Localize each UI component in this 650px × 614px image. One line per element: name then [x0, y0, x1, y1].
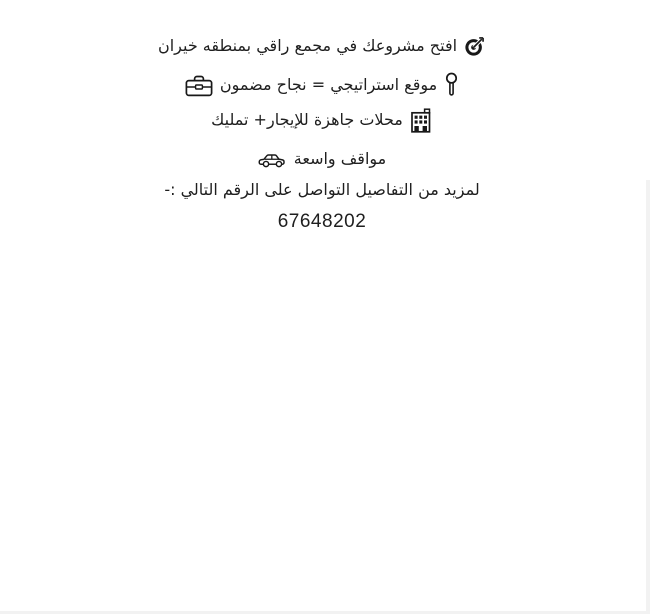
- car-icon: [258, 150, 287, 168]
- ad-line-shops: [0, 108, 644, 132]
- headline-text: افتح مشروعك في مجمع راقي بمنطقه خيران: [157, 36, 458, 55]
- briefcase-icon: [185, 74, 213, 97]
- page-edge-right: [646, 180, 650, 614]
- office-building-icon: [410, 108, 433, 133]
- dartboard-target-icon: [464, 35, 486, 57]
- ad-line-location: [0, 73, 644, 97]
- ad-line-contact: [0, 178, 644, 202]
- location-text: موقع استراتيجي = نجاح مضمون: [219, 75, 438, 94]
- ad-line-parking: [0, 147, 644, 171]
- ad-line-headline: [0, 34, 644, 58]
- phone-number: 67648202: [277, 211, 367, 232]
- contact-text: لمزيد من التفاصيل التواصل على الرقم التالي :-: [164, 180, 480, 199]
- ad-line-phone: [0, 210, 644, 234]
- shops-text: محلات جاهزة للإيجار+ تمليك: [211, 110, 403, 129]
- key-icon: [444, 72, 459, 98]
- parking-text: مواقف واسعة: [293, 149, 387, 168]
- ad-content: [0, 0, 644, 234]
